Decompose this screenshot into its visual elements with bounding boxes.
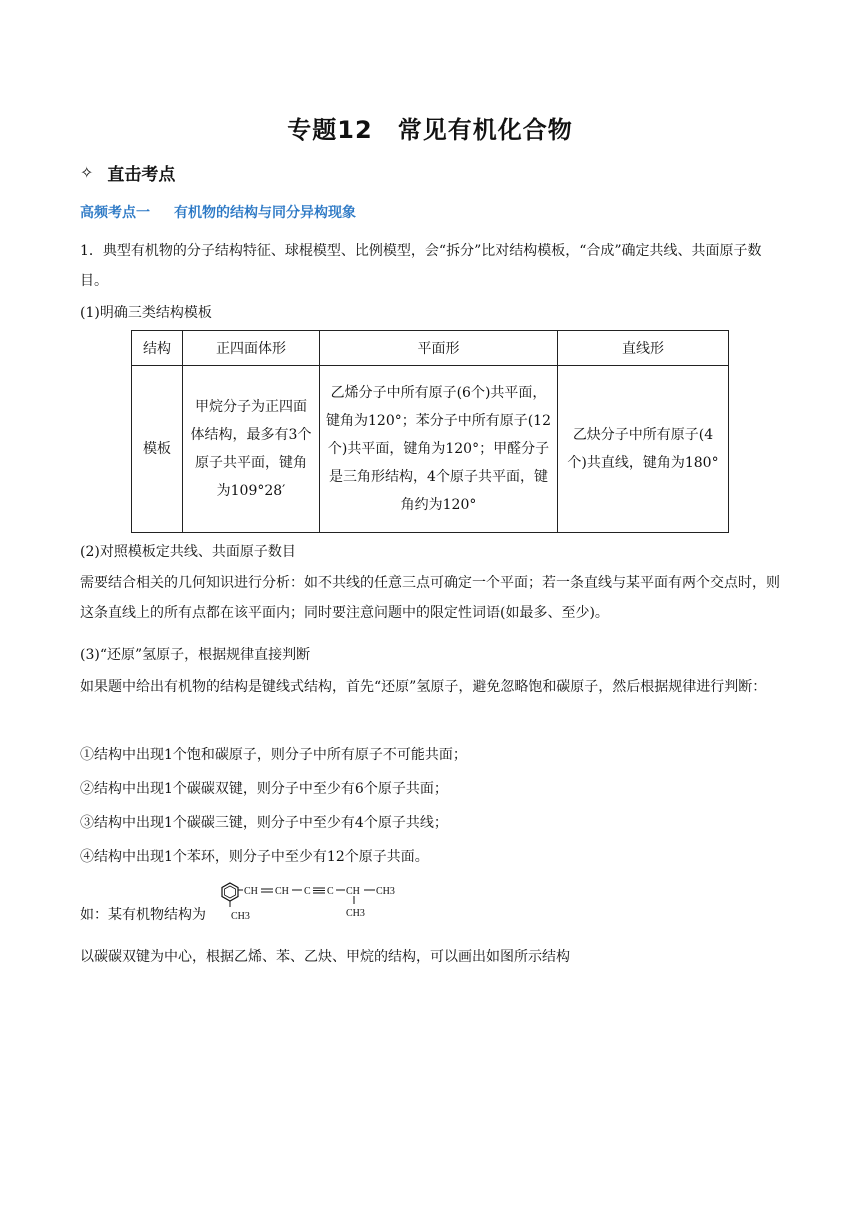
rule-item: ③结构中出现1个碳碳三键，则分子中至少有4个原子共线； [80, 815, 448, 831]
chain-atom: CH [244, 886, 258, 897]
benzene-inner-ring [225, 886, 236, 898]
structure-template-table [131, 330, 729, 533]
rule-item: ④结构中出现1个苯环，则分子中至少有12个原子共面。 [80, 849, 429, 865]
chain-atom: C [304, 886, 311, 897]
table-header: 结构 [132, 331, 183, 366]
row-label: 模板 [132, 366, 183, 533]
structural-formula [212, 880, 442, 922]
table-header-row [132, 331, 729, 366]
chain-atom: CH [275, 886, 289, 897]
table-cell: 甲烷分子为正四面体结构，最多有3个原子共平面，键角为109°28′ [183, 366, 320, 533]
page-title: 专题12 常见有机化合物 [287, 116, 573, 144]
topic-tag: 高频考点一 [80, 205, 150, 221]
table-header: 直线形 [558, 331, 729, 366]
chain-atom: C [327, 886, 334, 897]
table-cell: 乙炔分子中所有原子(4个)共直线，键角为180° [558, 366, 729, 533]
ring-methyl: CH3 [231, 911, 250, 922]
table-header: 平面形 [320, 331, 558, 366]
paragraph-3: 如果题中给出有机物的结构是键线式结构，首先“还原”氢原子，避免忽略饱和碳原子，然后根据规律进行判断： [80, 679, 767, 695]
branch-methyl: CH3 [346, 908, 365, 919]
section-label: 直击考点 [107, 165, 176, 185]
sparkle-diamond-icon: ✧ [80, 163, 94, 182]
topic-heading [80, 202, 356, 222]
table-header: 正四面体形 [183, 331, 320, 366]
table-row [132, 366, 729, 533]
subheading-3: (3)“还原”氢原子，根据规律直接判断 [80, 647, 311, 663]
chain-atom: CH3 [376, 886, 395, 897]
rule-item: ②结构中出现1个碳碳双键，则分子中至少有6个原子共面； [80, 781, 448, 797]
topic-name: 有机物的结构与同分异构现象 [174, 205, 356, 221]
table-cell: 乙烯分子中所有原子(6个)共平面，键角为120°；苯分子中所有原子(12个)共平面，键角为120°；甲醛分子是三角形结构，4个原子共平面，键角约为120° [320, 366, 558, 533]
subheading-1: (1)明确三类结构模板 [80, 305, 212, 321]
section-heading [80, 160, 175, 185]
rule-item: ①结构中出现1个饱和碳原子，则分子中所有原子不可能共面； [80, 747, 467, 763]
subheading-2: (2)对照模板定共线、共面原子数目 [80, 544, 296, 560]
paragraph-2: 需要结合相关的几何知识进行分析：如不共线的任意三点可确定一个平面；若一条直线与某平面有两个交点时，则这条直线上的所有点都在该平面内；同时要注意问题中的限定性词语(如最多、至少)。 [80, 575, 780, 621]
chain-atom: CH [346, 886, 360, 897]
paragraph-4: 以碳碳双键为中心，根据乙烯、苯、乙炔、甲烷的结构，可以画出如图所示结构 [80, 949, 570, 965]
example-label: 如：某有机物结构为 [80, 907, 206, 923]
paragraph-1: 1．典型有机物的分子结构特征、球棍模型、比例模型，会“拆分”比对结构模板，“合成”确定共线、共面原子数目。 [80, 243, 762, 289]
